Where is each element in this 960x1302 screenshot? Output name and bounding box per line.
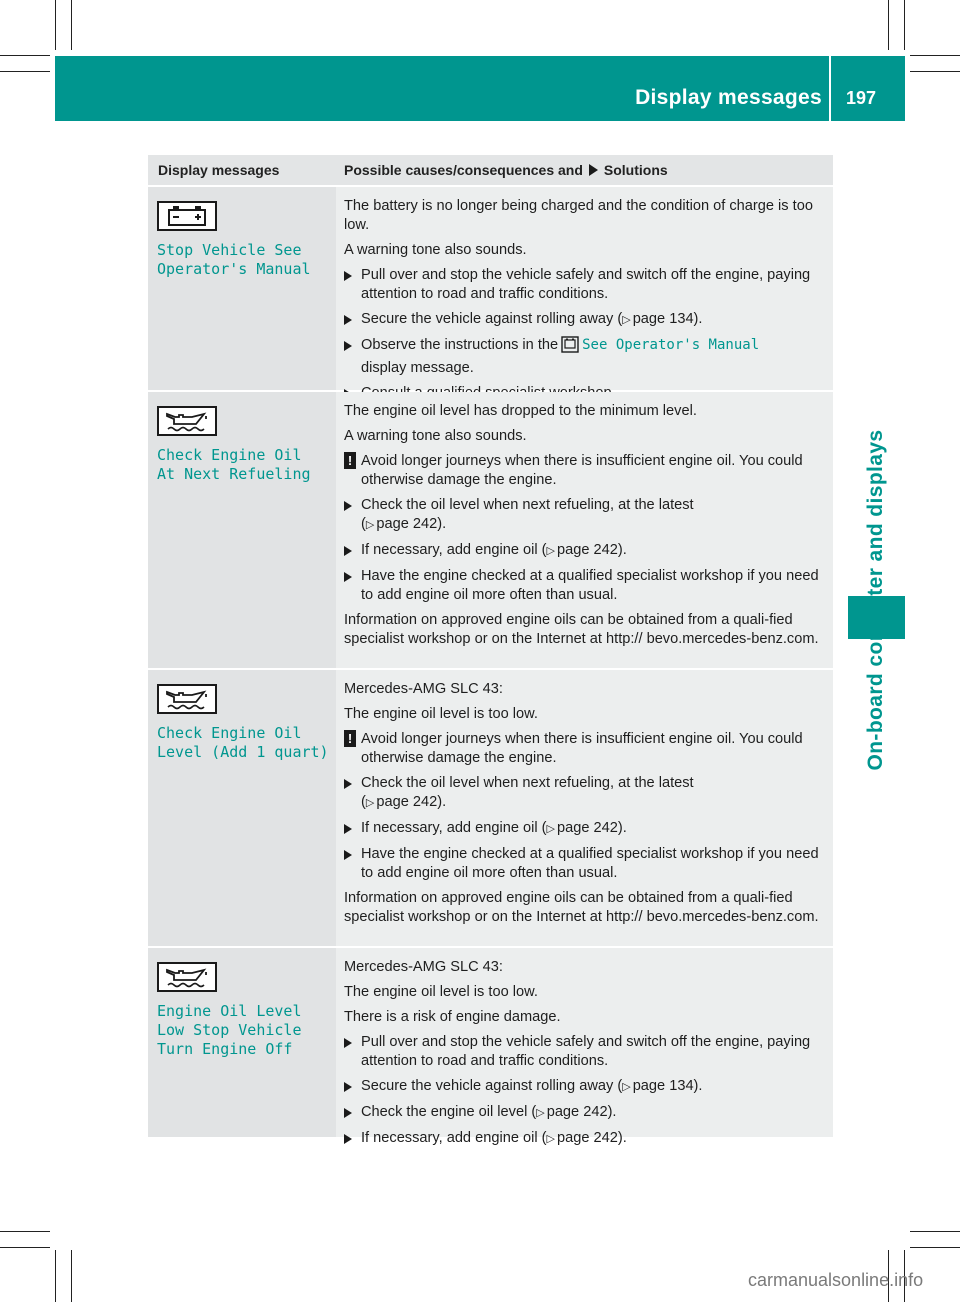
page-reference[interactable]: page 242).: [376, 794, 447, 810]
page-reference[interactable]: page 242).: [556, 820, 627, 836]
column-header-text: Possible causes/consequences and: [344, 162, 583, 178]
table-row: [148, 946, 833, 1146]
crop-mark: [55, 0, 56, 50]
solution-cell: [336, 187, 833, 390]
page-ref-icon: ▷: [546, 1133, 555, 1145]
crop-mark: [910, 1231, 960, 1232]
display-message-line: Level (Add 1 quart): [157, 743, 329, 761]
action-step: [344, 310, 823, 330]
table-row: [148, 390, 833, 668]
column-header-text: Solutions: [603, 162, 668, 178]
paragraph: Mercedes-AMG SLC 43:: [344, 681, 503, 697]
step-text: Have the engine checked at a qualified specialist workshop if you need to add engine oil more often than usual.: [361, 846, 819, 881]
page-ref-icon: ▷: [536, 1107, 545, 1119]
column-header-solutions: [336, 162, 833, 178]
action-step: [344, 541, 823, 561]
display-message-line: Engine Oil Level: [157, 1002, 302, 1020]
crop-mark: [0, 1247, 50, 1248]
arrow-icon: [344, 271, 352, 281]
page-ref-icon: ▷: [622, 314, 631, 326]
arrow-icon: [344, 1082, 352, 1092]
arrow-icon: [344, 850, 352, 860]
page-number: 197: [846, 88, 877, 108]
solution-cell: [336, 392, 833, 668]
page-ref-icon: ▷: [365, 519, 375, 531]
crop-mark: [71, 1250, 72, 1302]
display-message-line: Check Engine Oil: [157, 446, 302, 464]
action-step: Check the oil level when next refueling, at the latest (▷ page 242).: [344, 496, 823, 535]
page-ref-icon: ▷: [546, 545, 555, 557]
arrow-icon: [344, 501, 352, 511]
action-step: [344, 1077, 823, 1097]
arrow-icon: [344, 315, 352, 325]
solution-cell: [336, 948, 833, 1146]
battery-icon: [561, 336, 579, 359]
arrow-icon: [344, 1038, 352, 1048]
column-header-messages: Display messages: [158, 162, 280, 178]
info-paragraph: Information on approved engine oils can be obtained from a quali-fied specialist workshop or on the Internet at http:// bevo.mercedes-benz.com.: [344, 612, 819, 647]
action-step: [344, 819, 823, 839]
crop-mark: [0, 71, 50, 72]
paragraph: The battery is no longer being charged and the condition of charge is too low.: [344, 198, 813, 233]
page-reference[interactable]: page 134).: [632, 311, 703, 327]
action-step: [344, 336, 823, 378]
info-paragraph: Information on approved engine oils can be obtained from a quali-fied specialist workshop or on the Internet at http:// bevo.mercedes-benz.com.: [344, 890, 819, 925]
action-step: [344, 266, 823, 304]
step-text: Check the oil level when next refueling, at the latest: [361, 497, 694, 513]
display-message-line: Low Stop Vehicle: [157, 1021, 302, 1039]
step-text: If necessary, add engine oil (: [361, 820, 547, 836]
paragraph: There is a risk of engine damage.: [344, 1009, 561, 1025]
crop-mark: [910, 1247, 960, 1248]
display-message-line: Operator's Manual: [157, 260, 311, 278]
header-divider: [829, 56, 831, 121]
action-step: [344, 1033, 823, 1071]
battery-icon: [157, 201, 217, 231]
warning-note: [344, 452, 823, 490]
arrow-icon: [344, 779, 352, 789]
message-cell: [148, 187, 336, 390]
crop-mark: [910, 55, 960, 56]
watermark: carmanualsonline.info: [748, 1270, 924, 1290]
arrow-icon: [344, 341, 352, 351]
page-reference[interactable]: page 134).: [632, 1078, 703, 1094]
arrow-icon: [344, 824, 352, 834]
page-ref-icon: ▷: [622, 1081, 631, 1093]
page-title: Display messages: [635, 86, 822, 109]
paragraph: A warning tone also sounds.: [344, 242, 527, 258]
step-text: If necessary, add engine oil (: [361, 542, 547, 558]
action-step: Check the oil level when next refueling, at the latest (▷ page 242).: [344, 774, 823, 813]
warning-note: [344, 730, 823, 768]
step-text: display message.: [361, 360, 474, 376]
crop-mark: [910, 71, 960, 72]
table-header: [148, 155, 833, 185]
page-ref-icon: ▷: [365, 797, 375, 809]
action-step: [344, 1129, 823, 1149]
message-cell: [148, 392, 336, 668]
warning-text: Avoid longer journeys when there is insufficient engine oil. You could otherwise damage the engine.: [361, 453, 803, 488]
arrow-icon: [589, 164, 598, 176]
crop-mark: [888, 0, 889, 50]
step-text: Observe the instructions in the: [361, 337, 559, 353]
paragraph: The engine oil level is too low.: [344, 706, 538, 722]
oil-can-icon: [157, 962, 217, 992]
page-reference[interactable]: page 242).: [556, 1130, 627, 1146]
message-cell: [148, 948, 336, 1137]
step-text: Check the engine oil level (: [361, 1104, 537, 1120]
action-step: [344, 845, 823, 883]
step-text: Secure the vehicle against rolling away (: [361, 311, 623, 327]
solution-cell: [336, 670, 833, 946]
warning-icon: !: [344, 452, 356, 469]
paragraph: Mercedes-AMG SLC 43:: [344, 959, 503, 975]
arrow-icon: [344, 1134, 352, 1144]
crop-mark: [0, 1231, 50, 1232]
crop-mark: [0, 55, 50, 56]
step-text: Check the oil level when next refueling, at the latest: [361, 775, 694, 791]
page-reference[interactable]: page 242).: [556, 542, 627, 558]
action-step: [344, 1103, 823, 1123]
display-messages-table: [148, 155, 833, 1146]
paragraph: The engine oil level is too low.: [344, 984, 538, 1000]
arrow-icon: [344, 546, 352, 556]
page-reference[interactable]: page 242).: [546, 1104, 617, 1120]
display-message-line: Check Engine Oil: [157, 724, 302, 742]
message-cell: [148, 670, 336, 946]
paragraph: A warning tone also sounds.: [344, 428, 527, 444]
crop-mark: [904, 0, 905, 50]
step-text: Pull over and stop the vehicle safely and switch off the engine, paying attention to road and traffic conditions.: [361, 267, 811, 302]
step-text: Have the engine checked at a qualified specialist workshop if you need to add engine oil more often than usual.: [361, 568, 819, 603]
page-ref-icon: ▷: [546, 823, 555, 835]
display-message-ref: See Operator's Manual: [582, 337, 760, 353]
warning-text: Avoid longer journeys when there is insufficient engine oil. You could otherwise damage the engine.: [361, 731, 803, 766]
table-row: [148, 185, 833, 390]
display-message-line: Turn Engine Off: [157, 1040, 293, 1058]
step-text: Pull over and stop the vehicle safely and switch off the engine, paying attention to road and traffic conditions.: [361, 1034, 811, 1069]
arrow-icon: [344, 572, 352, 582]
section-tab-marker: [848, 596, 905, 639]
display-message-line: At Next Refueling: [157, 465, 311, 483]
display-message-line: Stop Vehicle See: [157, 241, 302, 259]
step-text: If necessary, add engine oil (: [361, 1130, 547, 1146]
oil-can-icon: [157, 684, 217, 714]
crop-mark: [55, 1250, 56, 1302]
crop-mark: [71, 0, 72, 50]
action-step: [344, 567, 823, 605]
page-reference[interactable]: page 242).: [376, 516, 447, 532]
table-row: [148, 668, 833, 946]
arrow-icon: [344, 1108, 352, 1118]
paragraph: The engine oil level has dropped to the minimum level.: [344, 403, 697, 419]
warning-icon: !: [344, 730, 356, 747]
oil-can-icon: [157, 406, 217, 436]
step-text: Secure the vehicle against rolling away (: [361, 1078, 623, 1094]
